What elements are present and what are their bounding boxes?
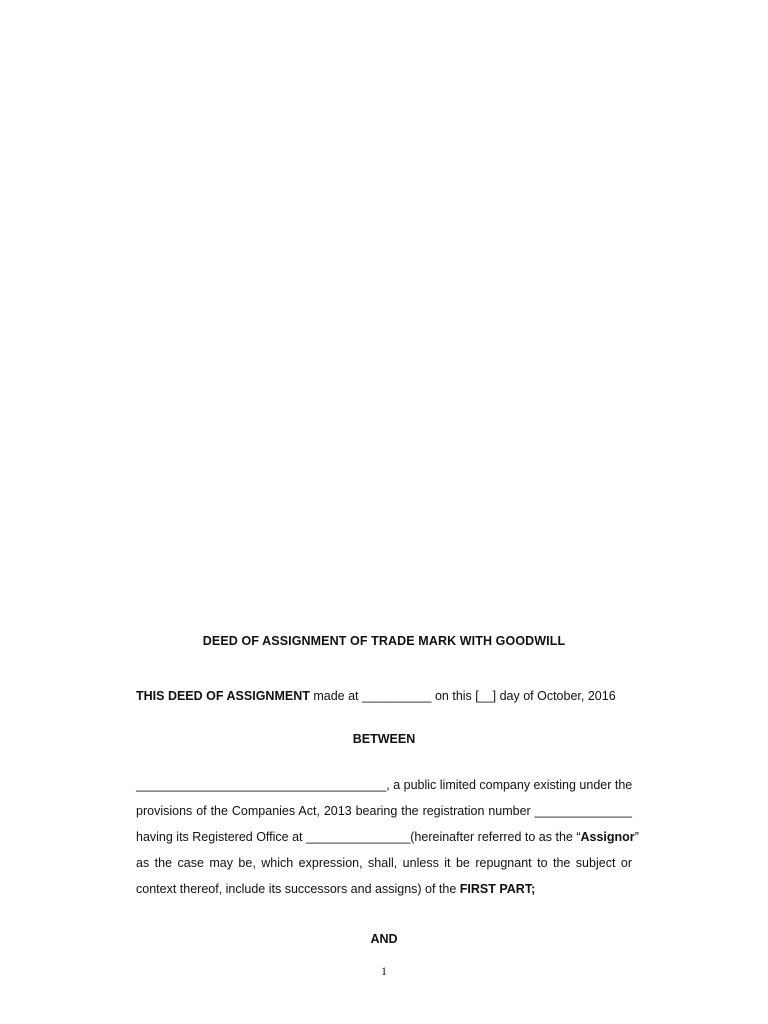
assignor-term: Assignor <box>580 830 635 844</box>
first-part-term: FIRST PART; <box>459 882 536 896</box>
and-heading: AND <box>370 932 398 946</box>
opening-bold-lead: THIS DEED OF ASSIGNMENT <box>136 689 310 703</box>
opening-clause <box>136 689 636 703</box>
first-party-line-5 <box>136 876 632 902</box>
opening-rest: made at __________ on this [__] day of October, 2016 <box>309 689 616 703</box>
first-party-line-2: provisions of the Companies Act, 2013 bearing the registration number ______________ <box>136 804 632 818</box>
first-party-line-3 <box>136 824 639 850</box>
page-number: 1 <box>381 964 387 978</box>
line-3-post: ” <box>634 830 639 844</box>
document-title: DEED OF ASSIGNMENT OF TRADE MARK WITH GOODWILL <box>202 634 566 648</box>
first-party-line-4: as the case may be, which expression, shall, unless it be repugnant to the subject or <box>136 856 632 870</box>
line-5-pre: context thereof, include its successors and assigns) of the <box>136 882 460 896</box>
line-3-pre: having its Registered Office at _______________(hereinafter referred to as the “ <box>136 830 581 844</box>
first-party-paragraph <box>136 772 639 902</box>
first-party-line-1: ____________________________________, a public limited company existing under the <box>136 778 633 792</box>
between-heading: BETWEEN <box>352 732 416 746</box>
